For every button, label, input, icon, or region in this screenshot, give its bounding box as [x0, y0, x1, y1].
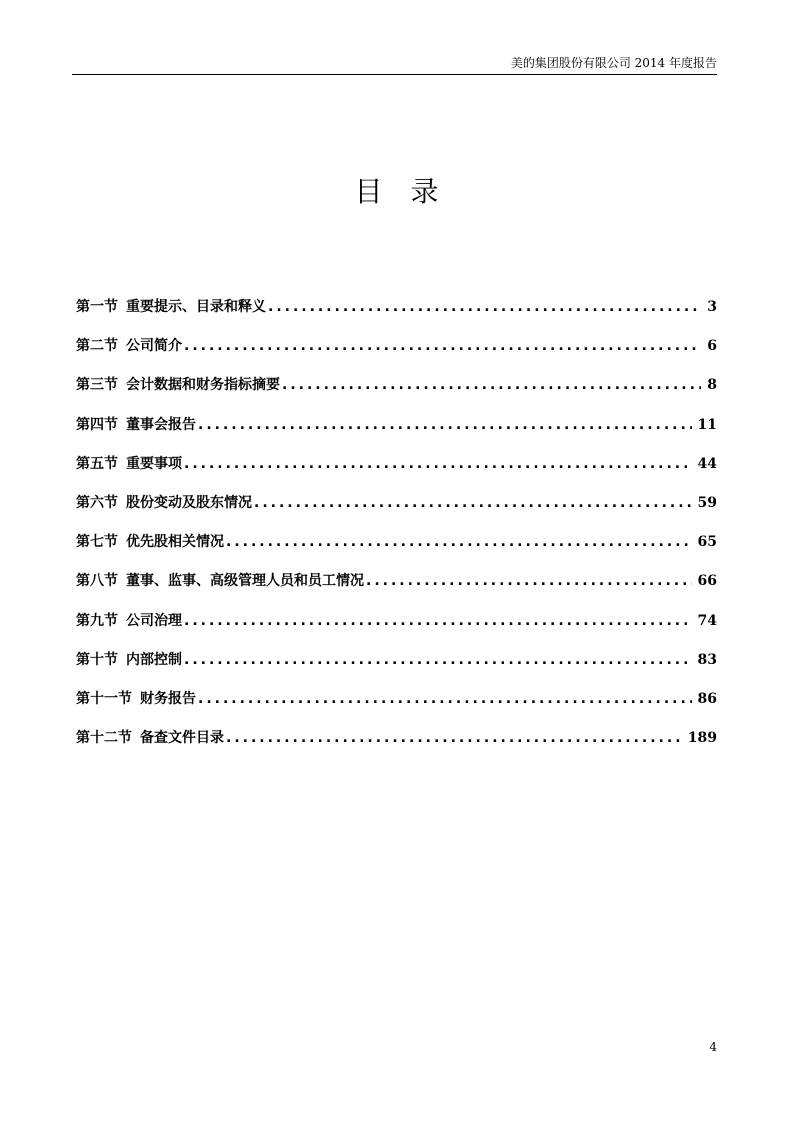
toc-entry-section: 第一节 — [76, 299, 118, 315]
toc-dot-leader — [184, 610, 692, 632]
toc-entry[interactable] — [76, 453, 717, 492]
toc-dot-leader — [366, 570, 692, 592]
toc-entry-title: 会计数据和财务指标摘要 — [126, 377, 280, 394]
toc-entry-section: 第三节 — [76, 377, 118, 394]
toc-entry-label — [76, 374, 280, 396]
toc-entry[interactable] — [76, 531, 717, 570]
toc-entry-page: 3 — [707, 299, 717, 315]
toc-entry-page: 189 — [687, 730, 717, 747]
toc-entry-section: 第六节 — [76, 494, 118, 511]
page-title: 目录 — [354, 175, 467, 208]
toc-entry-label — [76, 610, 182, 632]
toc-entry-title: 重要提示、目录和释义 — [126, 299, 266, 315]
toc-entry-label — [76, 296, 266, 318]
toc-entry-page: 44 — [697, 455, 717, 472]
toc-dot-leader — [198, 414, 692, 436]
toc-entry-page: 59 — [697, 494, 717, 511]
toc-entry-title: 董事、监事、高级管理人员和员工情况 — [126, 573, 364, 590]
toc-dot-leader — [184, 649, 692, 671]
toc-entry-title: 优先股相关情况 — [126, 534, 224, 551]
toc-entry[interactable] — [76, 649, 717, 688]
toc-entry-section: 第九节 — [76, 612, 118, 629]
toc-entry-page: 83 — [697, 651, 717, 668]
toc-entry-page: 8 — [707, 377, 717, 394]
toc-entry-title: 重要事项 — [126, 455, 182, 472]
toc-entry-title: 财务报告 — [140, 690, 196, 707]
toc-dot-leader — [198, 688, 692, 710]
toc-dot-leader — [184, 453, 692, 475]
toc-entry[interactable] — [76, 688, 717, 727]
toc-entry[interactable] — [76, 335, 717, 374]
toc-entry-label — [76, 570, 364, 592]
toc-entry-label — [76, 453, 182, 475]
toc-entry-title: 董事会报告 — [126, 416, 196, 433]
toc-dot-leader — [226, 531, 692, 553]
toc-entry-page: 74 — [697, 612, 717, 629]
toc-entry-title: 股份变动及股东情况 — [126, 494, 252, 511]
table-of-contents — [76, 296, 717, 766]
toc-entry-page: 66 — [697, 573, 717, 590]
toc-dot-leader — [268, 296, 701, 318]
toc-entry-label — [76, 727, 224, 749]
toc-dot-leader — [226, 727, 682, 749]
toc-entry[interactable] — [76, 296, 717, 335]
toc-entry-label — [76, 414, 196, 436]
toc-entry[interactable] — [76, 727, 717, 766]
toc-entry-title: 公司简介 — [126, 338, 182, 355]
toc-entry-title: 内部控制 — [126, 651, 182, 668]
toc-entry-section: 第八节 — [76, 573, 118, 590]
toc-entry-label — [76, 649, 182, 671]
toc-entry[interactable] — [76, 570, 717, 609]
toc-dot-leader — [184, 335, 701, 357]
toc-entry-label — [76, 688, 196, 710]
toc-entry-title: 公司治理 — [126, 612, 182, 629]
toc-entry-page: 11 — [697, 416, 717, 433]
toc-entry-section: 第十二节 — [76, 730, 132, 747]
toc-dot-leader — [282, 374, 701, 396]
toc-entry-section: 第十节 — [76, 651, 118, 668]
toc-entry-section: 第十一节 — [76, 690, 132, 707]
toc-entry[interactable] — [76, 374, 717, 413]
toc-entry-label — [76, 335, 182, 357]
toc-dot-leader — [254, 492, 692, 514]
toc-entry[interactable] — [76, 414, 717, 453]
toc-entry-page: 86 — [697, 690, 717, 707]
page-number: 4 — [709, 1040, 717, 1054]
toc-entry-section: 第五节 — [76, 455, 118, 472]
toc-entry-section: 第二节 — [76, 338, 118, 355]
toc-entry-page: 6 — [707, 338, 717, 355]
toc-entry-page: 65 — [697, 534, 717, 551]
page-header — [72, 54, 717, 75]
toc-entry-label — [76, 492, 252, 514]
toc-entry-title: 备查文件目录 — [140, 730, 224, 747]
header-text: 美的集团股份有限公司 2014 年度报告 — [510, 56, 717, 70]
toc-entry-section: 第四节 — [76, 416, 118, 433]
toc-entry-section: 第七节 — [76, 534, 118, 551]
toc-entry[interactable] — [76, 610, 717, 649]
toc-entry[interactable] — [76, 492, 717, 531]
toc-entry-label — [76, 531, 224, 553]
